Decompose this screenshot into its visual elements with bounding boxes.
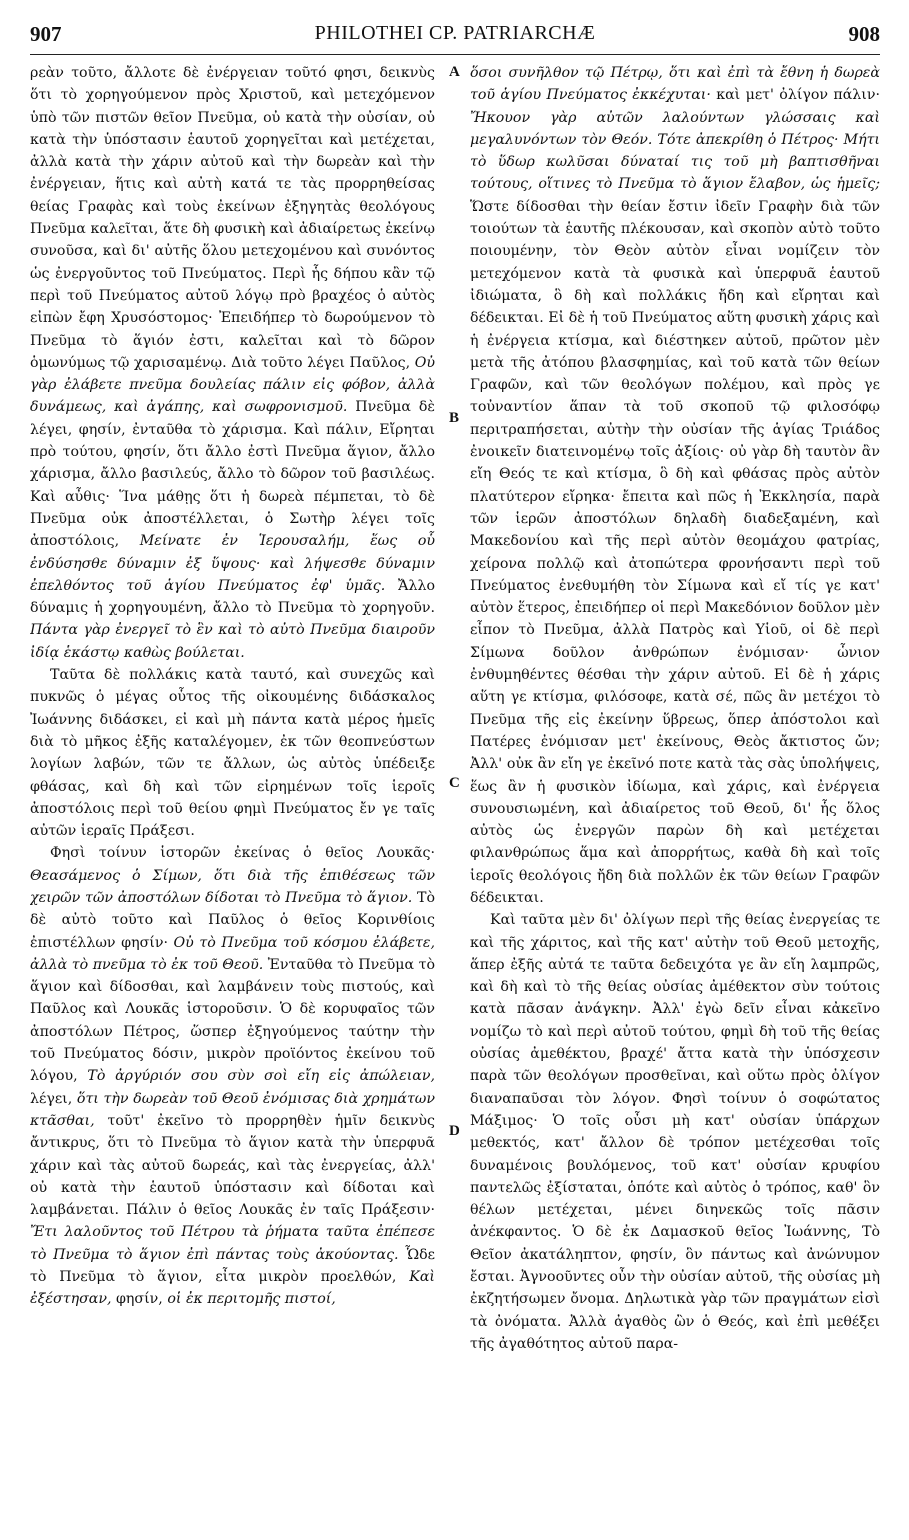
text-run: τοῦτ' ἐκεῖνο τὸ προρρηθὲν ἡμῖν δεικνὺς ἄντικρυς, ὅτι τὸ Πνεῦμα τὸ ἅγιον κατὰ τὴν ὑπερφυᾶ χάριν καὶ τὰς αὐτοῦ δωρεάς, καὶ τὰς ἐνεργείας, ἀλλ' οὐ κατὰ τὴν ἑαυτοῦ ὑπόστασιν καὶ δίδοται καὶ λαμβάνεται. Πάλιν ὁ θεῖος Λουκᾶς ἐν ταῖς Πράξεσιν· bbox=[30, 1112, 435, 1219]
text-run: φησίν, bbox=[111, 1291, 168, 1308]
italic-quote: Τὸ ἀργύριόν σου σὺν σοὶ εἴη εἰς ἀπώλειαν, bbox=[87, 1068, 435, 1085]
text-run: λέγει, bbox=[30, 1090, 77, 1107]
margin-marker-d: D bbox=[449, 1123, 460, 1139]
margin-marker-b: B bbox=[449, 410, 460, 426]
italic-quote: ὅτι τὴν δωρεὰν τοῦ Θεοῦ ἐνόμισας διὰ χρημάτων κτᾶσθαι, bbox=[30, 1090, 435, 1129]
text-run: καὶ μετ' ὀλίγον πάλιν· bbox=[710, 87, 880, 104]
paragraph bbox=[30, 664, 435, 842]
page-number-right: 908 bbox=[848, 22, 880, 46]
paragraph bbox=[470, 909, 880, 1355]
running-header bbox=[30, 20, 880, 55]
paragraph bbox=[30, 842, 435, 1310]
margin-marker-a: A bbox=[449, 64, 460, 80]
right-column bbox=[470, 62, 880, 1527]
text-run: Φησὶ τοίνυν ἱστορῶν ἐκείνας ὁ θεῖος Λουκᾶς· bbox=[50, 845, 435, 862]
italic-quote: οἱ ἐκ περιτομῆς πιστοί, bbox=[167, 1291, 336, 1308]
text-run: Ὧδε τὸ Πνεῦμα τὸ ἅγιον, εἶτα μικρὸν προελθών, bbox=[30, 1246, 435, 1286]
italic-quote: Ἔτι λαλοῦντος τοῦ Πέτρου τὰ ῥήματα ταῦτα ἐπέπεσε τὸ Πνεῦμα τὸ ἅγιον ἐπὶ πάντας τοὺς ἀκούοντας. bbox=[30, 1224, 435, 1263]
paragraph bbox=[30, 62, 435, 664]
italic-quote: Οὐ τὸ Πνεῦμα τοῦ κόσμου ἐλάβετε, ἀλλὰ τὸ πνεῦμα τὸ ἐκ τοῦ Θεοῦ. bbox=[30, 934, 435, 973]
running-title: PHILOTHEI CP. PATRIARCHÆ bbox=[314, 22, 596, 44]
italic-quote: Οὐ γὰρ ἐλάβετε πνεῦμα δουλείας πάλιν εἰς φόβον, ἀλλὰ δυνάμεως, καὶ ἀγάπης, καὶ σωφρονισμοῦ. bbox=[30, 354, 435, 416]
text-run: Ταῦτα δὲ πολλάκις κατὰ ταυτό, καὶ συνεχῶς καὶ πυκνῶς ὁ μέγας οὗτος τῆς οἰκουμένης διδάσκαλος Ἰωάννης διδάσκει, εἰ καὶ μὴ πάντα κατὰ μέρος ἡμεῖς διὰ τὸ μῆκος ἐξῆς καταλέγομεν, ἐκ τῶν θεοπνεύστων λογίων λαβών, τῶν τε ἄλλων, ὡς αὐτὸς ὑπέδειξε φθάσας, καὶ δὴ καὶ τῶν εἰρημένων τοῖς ἱεροῖς ἀποστόλοις περὶ τοῦ θείου φημὶ Πνεύματος ἔν γε ταῖς αὐτῶν ἱεραῖς Πράξεσι. bbox=[30, 667, 435, 840]
italic-quote: Καὶ ἐξέστησαν, bbox=[30, 1269, 435, 1308]
paragraph bbox=[470, 62, 880, 909]
text-run: Πνεῦμα δὲ λέγει, φησίν, ἐνταῦθα τὸ χάρισμα. Καὶ πάλιν, Εἴρηται πρὸ τούτου, φησίν, ὅτι ἄλλο ἐστὶ Πνεῦμα ἅγιον, ἄλλο χάρισμα, ἄλλο βασιλεύς, ἄλλο τὸ δῶρον τοῦ βασιλέως. Καὶ αὖθις· Ἵνα μάθῃς ὅτι ἡ δωρεὰ πέμπεται, τὸ δὲ Πνεῦμα οὐκ ἀποστέλλεται, ὁ Σωτὴρ λέγει τοῖς ἀποστόλοις, bbox=[30, 399, 435, 550]
left-column bbox=[30, 62, 435, 1527]
text-run: Καὶ ταῦτα μὲν δι' ὀλίγων περὶ τῆς θείας ἐνεργείας τε καὶ τῆς χάριτος, καὶ τῆς κατ' αὐτὴν τοῦ Θεοῦ μετοχῆς, ἅπερ ἐξῆς αὐτά τε ταῦτα δεδειχότα γε ἂν εἴη λαμπρῶς, καὶ δὴ καὶ τὸ τῆς θείας οὐσίας ἀμέθεκτον σὺν τούτοις κατὰ πᾶσαν ἀνάγκην. Ἀλλ' ἐγὼ δεῖν εἶναι κἀκεῖνο νομίζω τὸ καὶ περὶ αὐτοῦ τούτου, φημὶ δὴ τοῦ τῆς θείας οὐσίας ἀμεθέκτου, βραχέ' ἄττα κατὰ τὴν ὑπόσχεσιν παρὰ τῶν θεολόγων προσθεῖναι, καὶ οὕτω πρὸς ὀλίγον διαναπαῦσαι τὸν λόγον. Φησὶ τοίνυν ὁ σοφώτατος Μάξιμος· Ὁ τοῖς οὖσι μὴ κατ' οὐσίαν ὑπάρχων μεθεκτός, κατ' ἄλλον δὲ τρόπον μετέχεσθαι τοῖς δυναμένοις βουλόμενος, τοῦ κατ' οὐσίαν κρυφίου παντελῶς ἐξίσταται, ὁπότε καὶ αὐτὸς ὁ τρόπος, καθ' ὃν θέλων μετέχεται, μένει διηνεκῶς τοῖς πᾶσιν ἀνέκφαντος. Ὁ δὲ ἐκ Δαμασκοῦ θεῖος Ἰωάννης, Τὸ Θεῖον ἀκατάληπτον, φησίν, ὃν πάντως καὶ ἀνώνυμον ἔσται. Ἀγνοοῦντες οὖν τὴν οὐσίαν αὐτοῦ, τῆς οὐσίας μὴ ἐκζητήσωμεν ὄνομα. Δηλωτικὰ γὰρ τῶν πραγμάτων εἰσὶ τὰ ὀνόματα. Ἀλλὰ ἀγαθὸς ὢν ὁ Θεός, καὶ ἐπὶ μεθέξει τῆς ἀγαθότητος αὐτοῦ παρα- bbox=[470, 912, 880, 1352]
text-run: Ἐνταῦθα τὸ Πνεῦμα τὸ ἅγιον καὶ δίδοσθαι, καὶ λαμβάνειν τοὺς πιστούς, καὶ Παῦλος καὶ Λουκᾶς ἱστοροῦσιν. Ὁ δὲ κορυφαῖος τῶν ἀποστόλων Πέτρος, ὥσπερ ἐξηγούμενος ταύτην τὴν τοῦ Πνεύματος δόσιν, μικρὸν προϊόντος ἐκείνου τοῦ λόγου, bbox=[30, 956, 435, 1085]
italic-quote: Πάντα γὰρ ἐνεργεῖ τὸ ἓν καὶ τὸ αὐτὸ Πνεῦμα διαιροῦν ἰδίᾳ ἑκάστῳ καθὼς βούλεται. bbox=[30, 622, 435, 661]
page-number-left: 907 bbox=[30, 22, 62, 46]
text-run: Ὥστε δίδοσθαι τὴν θείαν ἔστιν ἰδεῖν Γραφὴν διὰ τῶν τοιούτων τὰ ἑαυτῆς πλέκουσαν, καὶ σκοπὸν αὐτὸ τοῦτο ποιουμένην, τὸν Θεὸν αὐτὸν εἶναι νομίζειν τὸν μετεχόμενον κατὰ τὰ φυσικὰ καὶ ὑπερφυᾶ ἑαυτοῦ ἰδιώματα, ὃ δὴ καὶ πολλάκις ἤδη καὶ εἴρηται καὶ δέδεικται. Εἰ δὲ ἡ τοῦ Πνεύματος αὕτη φυσικὴ χάρις καὶ ἡ ἐνέργεια κτίσμα, καὶ διέστηκεν αὐτοῦ, πρῶτον μὲν μετὰ τῆς ἀτόπου βλασφημίας, καὶ τοῦ κατὰ τῶν θείων Γραφῶν, καὶ τῶν θεολόγων πολέμου, καὶ πρὸς γε τοὐναντίον ἅπαν τὰ τοῦ σκοποῦ τῷ φιλοσόφῳ περιτραπήσεται, αὐτὴν τὴν οὐσίαν τῆς ἁγίας Τριάδος ἐνοικεῖν διατεινομένῳ τοῖς ἀξίοις· οὐ γὰρ δὴ ταυτὸν ἂν εἴη Θεός τε καὶ κτίσμα, ὃ δὴ καὶ φθάσας πρὸς αὐτὸν πλατύτερον εἴρηκα· ἔπειτα καὶ πῶς ἡ Ἐκκλησία, παρὰ τῶν ἱερῶν ἀποστόλων δηλαδὴ διαδεξαμένη, καὶ Μακεδονίου καὶ τῆς περὶ αὐτὸν θεομάχου φατρίας, χείρονα πολλῷ καὶ ἀτοπώτερα φρονήσαντι περὶ τοῦ Πνεύματος ἐνεθυμήθη τὸν Σίμωνα καὶ εἴ τίς γε κατ' αὐτὸν ἕτερος, ἐπειδήπερ οἱ περὶ Μακεδόνιον δοῦλον μὲν εἶπον τὸ Πνεῦμα, ἀλλὰ Πατρὸς καὶ Υἱοῦ, οἱ δὲ περὶ Σίμωνα δοῦλον ἀνθρώπων ἐνόμισαν· ὧνιον ἐνθυμηθέντες θέσθαι τὴν χάριν αὐτοῦ. Εἰ δὲ ἡ χάρις αὕτη γε κτίσμα, φιλόσοφε, κατὰ σέ, πῶς ἂν μετέχοι τὸ Πνεῦμα τῆς εἰς ἐκείνην ὕβρεως, ὅπερ ἀπόστολοι καὶ Πατέρες ἐνόμισαν μετ' ἐκείνους, Θεὸς ἄκτιστος ὤν; Ἀλλ' οὐκ ἂν εἴη γε ἐκεῖνό ποτε κατὰ τὰς σὰς ὑπολήψεις, ἕως ἂν ἡ φυσικὸν ἰδίωμα, καὶ χάρις, καὶ ἐνέργεια συνουσιωμένη, καὶ ἀδιαίρετος τοῦ Θεοῦ, δι' ἧς ὅλος αὐτὸς ὡς ἐνεργῶν παρὼν δὴ καὶ μετέχεται φιλανθρώπως ἅμα καὶ ἀπορρήτως, καθὰ δὴ καὶ τοῖς ἱεροῖς θεολόγοις ἤδη διὰ πολλῶν ἐκ τῶν θείων Γραφῶν δέδεικται. bbox=[470, 198, 880, 906]
italic-quote: Θεασάμενος ὁ Σίμων, ὅτι διὰ τῆς ἐπιθέσεως τῶν χειρῶν τῶν ἀποστόλων δίδοται τὸ Πνεῦμα τὸ ἅγιον. bbox=[30, 867, 435, 906]
text-run: ρεὰν τοῦτο, ἄλλοτε δὲ ἐνέργειαν τοῦτό φησι, δεικνὺς ὅτι τὸ χορηγούμενον πρὸς Χριστοῦ, καὶ μετεχόμενον ὑπὸ τῶν πιστῶν θεῖον Πνεῦμα, οὐ κατὰ τὴν οὐσίαν, οὐ κατὰ τὴν ὑπόστασιν ἑαυτοῦ χορηγεῖται καὶ μετέχεται, ἀλλὰ κατὰ τὴν χάριν αὐτοῦ καὶ τὴν δωρεὰν καὶ τὴν ἐνέργειαν, ἥτις καὶ αὐτὴ κατά τε τὰς προρρηθείσας θείας Γραφὰς καὶ τοὺς ἐκείνων ἐξηγητὰς θεολόγους Πνεῦμα καλεῖται, ἅτε δὴ φυσικὴ καὶ ἀδιαίρετως ἐκείνῳ συνοῦσα, καὶ δι' αὐτῆς ὅλου μετεχομένου καὶ συνόντος ὡς ἐνεργοῦντος τοῦ Πνεύματος. Περὶ ἧς δήπου κἂν τῷ περὶ τοῦ Πνεύματος αὐτοῦ λόγῳ πρὸ βραχέος ὁ αὐτὸς εἰπὼν ἔφη Χρυσόστομος· Ἐπειδήπερ τὸ δωρούμενον τὸ Πνεῦμα τὸ ἅγιόν ἐστι, καλεῖται καὶ τὸ δῶρον ὁμωνύμως τῷ χαρισαμένῳ. Διὰ τοῦτο λέγει Παῦλος, bbox=[30, 65, 435, 371]
italic-quote: Ἤκουον γὰρ αὐτῶν λαλούντων γλώσσαις καὶ μεγαλυνόντων τὸν Θεόν. Τότε ἀπεκρίθη ὁ Πέτρος· Μήτι τὸ ὕδωρ κωλῦσαι δύναταί τις τοῦ μὴ βαπτισθῆναι τούτους, οἵτινες τὸ Πνεῦμα τὸ ἅγιον ἔλαβον, ὡς ἡμεῖς; bbox=[470, 109, 880, 193]
italic-quote: ὅσοι συνῆλθον τῷ Πέτρῳ, ὅτι καὶ ἐπὶ τὰ ἔθνη ἡ δωρεὰ τοῦ ἁγίου Πνεύματος ἐκκέχυται· bbox=[470, 65, 880, 104]
italic-quote: Μείνατε ἐν Ἱερουσαλήμ, ἕως οὗ ἐνδύσησθε δύναμιν ἐξ ὕψους· καὶ λήψεσθε δύναμιν ἐπελθόντος τοῦ ἁγίου Πνεύματος ἐφ' ὑμᾶς. bbox=[30, 533, 435, 594]
text-run: Ἄλλο δύναμις ἡ χορηγουμένη, ἄλλο τὸ Πνεῦμα τὸ χορηγοῦν. bbox=[30, 577, 435, 617]
text-run: Τὸ δὲ αὐτὸ τοῦτο καὶ Παῦλος ὁ θεῖος Κορινθίοις ἐπιστέλλων φησίν· bbox=[30, 889, 435, 951]
margin-marker-c: C bbox=[449, 775, 460, 791]
